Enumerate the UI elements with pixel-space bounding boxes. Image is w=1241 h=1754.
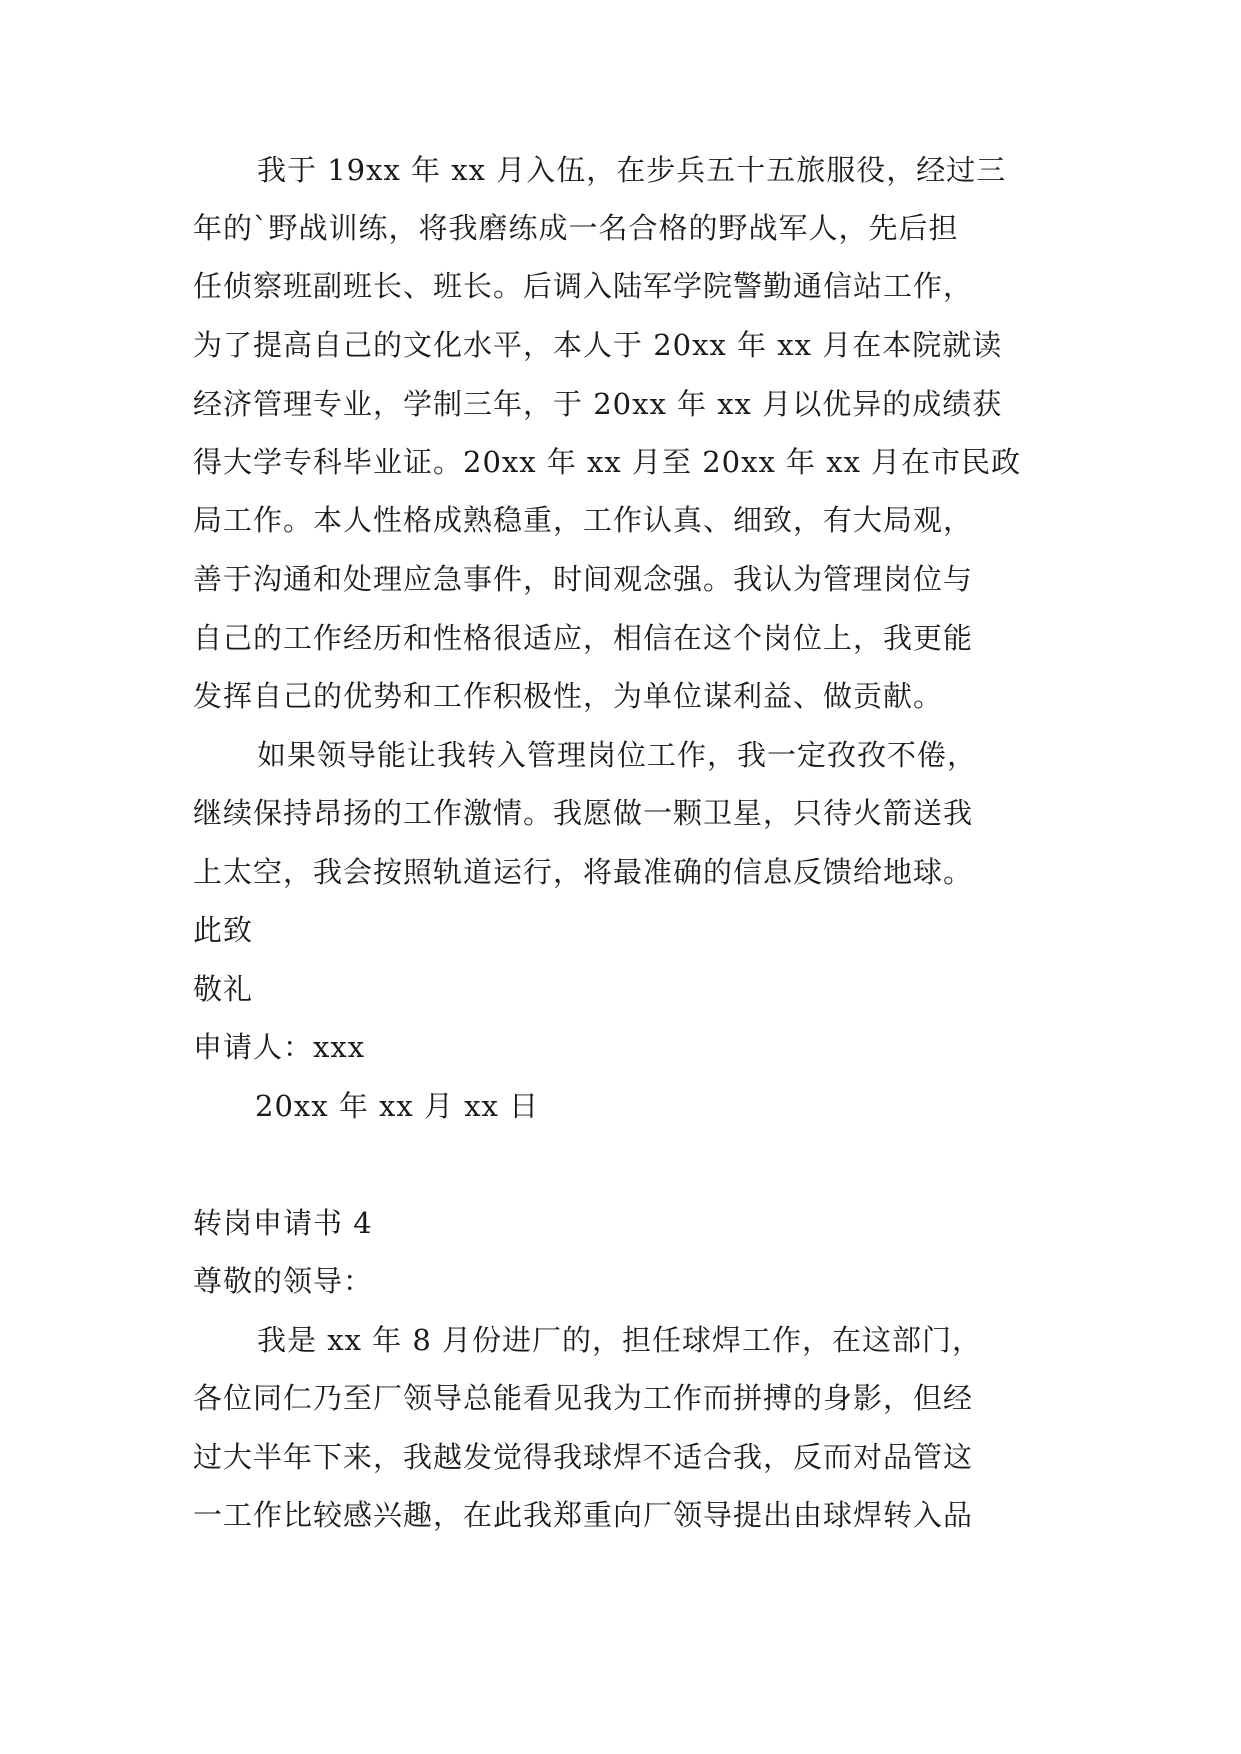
paragraph-line: 我于 19xx 年 xx 月入伍，在步兵五十五旅服役，经过三 bbox=[257, 153, 1007, 187]
paragraph-line: 上太空，我会按照轨道运行，将最准确的信息反馈给地球。 bbox=[193, 855, 974, 889]
paragraph-line: 得大学专科毕业证。20xx 年 xx 月至 20xx 年 xx 月在市民政 bbox=[193, 445, 1022, 479]
paragraph-line: 继续保持昂扬的工作激情。我愿做一颗卫星，只待火箭送我 bbox=[193, 796, 974, 830]
paragraph-line: 年的`野战训练，将我磨练成一名合格的野战军人，先后担 bbox=[193, 211, 959, 245]
paragraph-line: 经济管理专业，学制三年，于 20xx 年 xx 月以优异的成绩获 bbox=[193, 387, 1003, 421]
applicant-signature: 申请人：xxx bbox=[193, 1030, 366, 1064]
paragraph-line: 过大半年下来，我越发觉得我球焊不适合我，反而对品管这 bbox=[193, 1440, 974, 1474]
paragraph-line: 善于沟通和处理应急事件，时间观念强。我认为管理岗位与 bbox=[193, 562, 974, 596]
paragraph-line: 自己的工作经历和性格很适应，相信在这个岗位上，我更能 bbox=[193, 621, 974, 655]
paragraph-line: 各位同仁乃至厂领导总能看见我为工作而拼搏的身影，但经 bbox=[193, 1381, 974, 1415]
section-title: 转岗申请书 4 bbox=[193, 1206, 373, 1240]
paragraph-line: 如果领导能让我转入管理岗位工作，我一定孜孜不倦， bbox=[257, 738, 978, 772]
paragraph-line: 为了提高自己的文化水平，本人于 20xx 年 xx 月在本院就读 bbox=[193, 328, 1003, 362]
closing-salutation: 此致 bbox=[193, 913, 254, 947]
greeting: 尊敬的领导： bbox=[193, 1264, 374, 1298]
paragraph-line: 局工作。本人性格成熟稳重，工作认真、细致，有大局观， bbox=[193, 503, 974, 537]
closing-regards: 敬礼 bbox=[193, 972, 254, 1006]
signature-date: 20xx 年 xx 月 xx 日 bbox=[255, 1089, 540, 1123]
paragraph-line: 发挥自己的优势和工作积极性，为单位谋利益、做贡献。 bbox=[193, 679, 944, 713]
paragraph-line: 一工作比较感兴趣，在此我郑重向厂领导提出由球焊转入品 bbox=[193, 1498, 974, 1532]
paragraph-line: 我是 xx 年 8 月份进厂的，担任球焊工作，在这部门， bbox=[257, 1323, 983, 1357]
paragraph-line: 任侦察班副班长、班长。后调入陆军学院警勤通信站工作， bbox=[193, 269, 974, 303]
